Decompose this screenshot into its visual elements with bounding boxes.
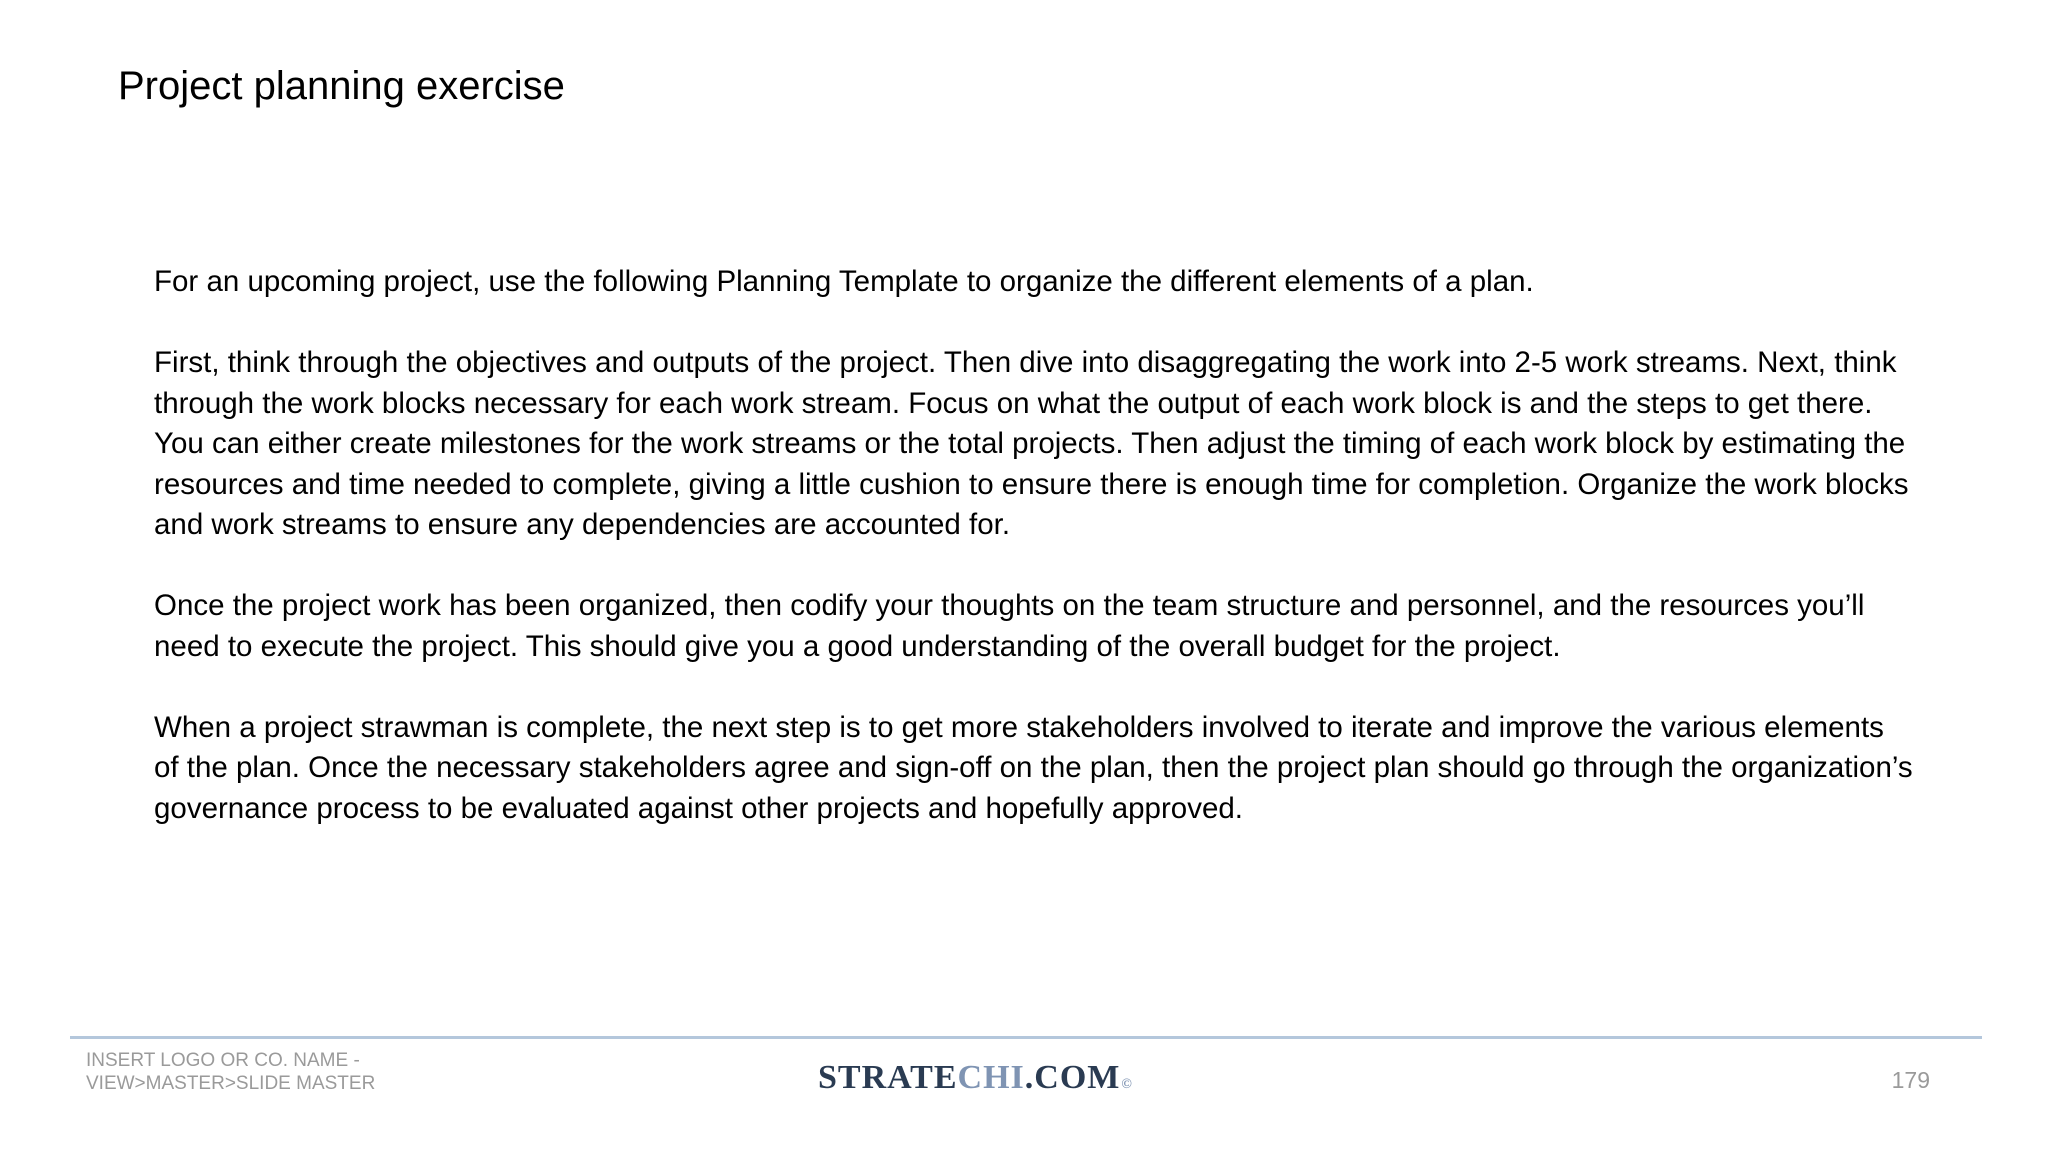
footer-logo-placeholder bbox=[86, 1049, 375, 1095]
paragraph-team-resources: Once the project work has been organized, then codify your thoughts on the team structure and personnel, and the resources you’ll need to execute the project. This should give you a good understanding of the overall budget for the project. bbox=[154, 589, 1865, 663]
slide-title: Project planning exercise bbox=[118, 64, 565, 108]
footer-divider bbox=[70, 1036, 1982, 1039]
brand-part1: STRATE bbox=[818, 1059, 958, 1096]
brand-logo bbox=[818, 1056, 1133, 1107]
brand-part3: .COM bbox=[1024, 1059, 1121, 1096]
footer-placeholder-line2: VIEW>MASTER>SLIDE MASTER bbox=[86, 1073, 376, 1094]
copyright-mark: © bbox=[1121, 1077, 1133, 1092]
footer-placeholder-line1: INSERT LOGO OR CO. NAME - bbox=[86, 1050, 360, 1071]
paragraph-intro: For an upcoming project, use the following Planning Template to organize the different elements of a plan. bbox=[154, 265, 1534, 298]
paragraph-stakeholders: When a project strawman is complete, the next step is to get more stakeholders involved to iterate and improve the various elements of the plan. Once the necessary stakeholders agree and sign-off on the plan, then the project plan should go through the organization’s governance process to be evaluated against other projects and hopefully approved. bbox=[154, 710, 1913, 825]
brand-part2: CHI bbox=[957, 1059, 1025, 1096]
paragraph-work-streams: First, think through the objectives and outputs of the project. Then dive into disaggregating the work into 2-5 work streams. Next, think through the work blocks necessary for each work stream. Focus on what the output of each work block is and the steps to get there. You can either create milestones for the work streams or the total projects. Then adjust the timing of each work block by estimating the resources and time needed to complete, giving a little cushion to ensure there is enough time for completion. Organize the work blocks and work streams to ensure any dependencies are accounted for. bbox=[154, 346, 1909, 541]
page-number: 179 bbox=[1891, 1067, 1930, 1093]
body-text bbox=[154, 262, 1914, 870]
